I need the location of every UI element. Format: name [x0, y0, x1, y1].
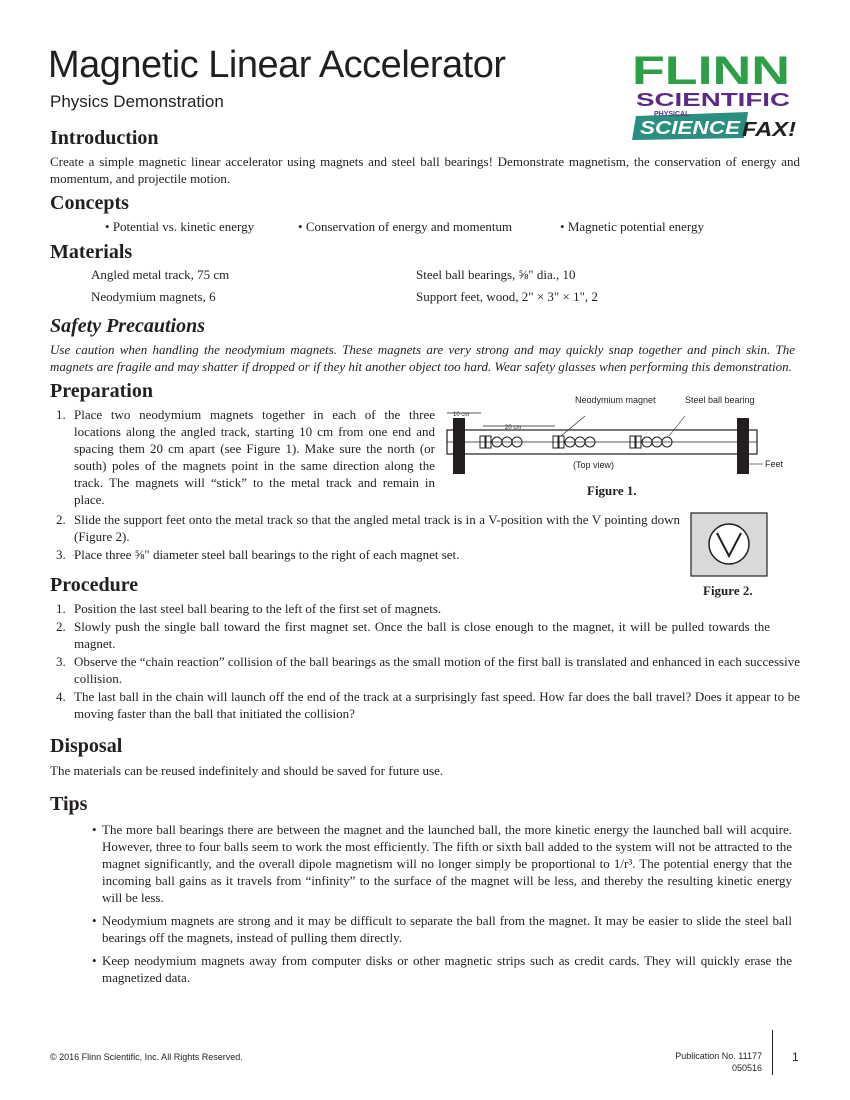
- preparation-steps-cont: [50, 511, 680, 564]
- page-title: Magnetic Linear Accelerator: [48, 44, 506, 86]
- tips-heading: Tips: [50, 793, 88, 815]
- material-item: Steel ball bearings, ⅝" dia., 10: [416, 267, 576, 282]
- flinn-scientific-logo: [628, 46, 798, 142]
- preparation-step: 1. Place two neodymium magnets together in each of the three locations along the angled track, starting 10 cm from one end and spacing them 20 cm apart (see Figure 1). Make sure the north (or south) poles of the magnets point in the same direction along the track. The magnets will “stick” to the metal track and remain in place.: [56, 407, 435, 507]
- right-foot: [737, 418, 749, 474]
- introduction-heading: Introduction: [50, 127, 159, 149]
- footer-publication: [664, 1050, 762, 1074]
- publication-number: Publication No. 11177: [675, 1051, 762, 1061]
- procedure-step: 3. Observe the “chain reaction” collision of the ball bearings as the small motion of the first ball is translated and enhanced in each successive collision.: [56, 654, 800, 686]
- label-top-view: (Top view): [573, 460, 615, 470]
- left-foot: [453, 418, 465, 474]
- tip-item: • Keep neodymium magnets away from computer disks or other magnetic strips such as credit cards. They will quickly erase the magnetized data.: [92, 953, 792, 985]
- procedure-heading: Procedure: [50, 574, 139, 596]
- page-subtitle: Physics Demonstration: [50, 92, 224, 111]
- figure-2-caption: Figure 2.: [703, 583, 753, 598]
- material-item: Angled metal track, 75 cm: [91, 267, 230, 282]
- safety-text: Use caution when handling the neodymium magnets. These magnets are very strong and may quickly snap together and pinch skin. The magnets are fragile and may shatter if dropped or if they hit another object too hard. Wear safety glasses when performing this demonstration.: [50, 342, 795, 374]
- dim-20cm-label: 20 cm: [505, 425, 522, 431]
- dim-10cm-label: 10 cm: [453, 412, 470, 418]
- logo-physical-text: PHYSICAL: [654, 111, 690, 118]
- materials-heading: Materials: [50, 241, 133, 263]
- logo-brand-text: FLINN: [632, 49, 790, 93]
- material-item: Support feet, wood, 2" × 3" × 1", 2: [416, 289, 598, 304]
- procedure-step: 1. Position the last steel ball bearing to the left of the first set of magnets.: [56, 601, 442, 616]
- tips-list: [92, 821, 792, 992]
- label-ball: Steel ball bearing: [685, 395, 755, 405]
- preparation-step: 2. Slide the support feet onto the metal track so that the angled metal track is in a V-position with the V pointing down (Figure 2).: [56, 512, 680, 544]
- label-magnet: Neodymium magnet: [575, 395, 656, 405]
- leader-magnet: [561, 416, 585, 436]
- safety-heading: Safety Precautions: [50, 315, 205, 337]
- procedure-steps: [50, 600, 800, 723]
- figure-2-diagram: [690, 512, 768, 577]
- logo-fax-text: FAX!: [742, 119, 797, 141]
- concept-item: • Conservation of energy and momentum: [298, 219, 513, 234]
- page-number: 1: [792, 1050, 799, 1064]
- disposal-heading: Disposal: [50, 735, 123, 757]
- logo-science-text: SCIENCE: [640, 118, 742, 138]
- tip-item: • The more ball bearings there are between the magnet and the launched ball, the more kinetic energy the launched ball will acquire. However, three to four balls seem to work the most efficiently. The fifth or sixth ball added to the system will not be attracted to the magnet significantly, and the overall dipole magnetism will no longer simply be proportional to 1/r³. The potential energy that the incoming ball gains as it travels from “infinity” to the surface of the magnet will be less, and thereby the resulting kinetic energy will be less.: [92, 822, 792, 905]
- introduction-text: Create a simple magnetic linear accelerator using magnets and steel ball bearings! Demonstrate magnetism, the conservation of energy and momentum, and projectile motion.: [50, 154, 800, 186]
- preparation-steps: [50, 406, 435, 509]
- procedure-step: 2. Slowly push the single ball toward the first magnet set. Once the ball is close enough to the magnet, it will be pulled towards the magnet.: [56, 619, 770, 651]
- logo-scientific-text: SCIENTIFIC: [636, 90, 790, 110]
- tip-item: • Neodymium magnets are strong and it may be difficult to separate the ball from the magnet. It may be easier to slide the steel ball bearings off the magnets, instead of pulling them directly.: [92, 913, 792, 945]
- disposal-text: The materials can be reused indefinitely and should be saved for future use.: [50, 763, 444, 778]
- leader-ball: [669, 416, 685, 436]
- figure-1-caption: Figure 1.: [587, 483, 637, 498]
- footer-divider: [772, 1030, 773, 1075]
- publication-code: 050516: [731, 1063, 762, 1073]
- concept-item: • Magnetic potential energy: [560, 219, 705, 234]
- concept-item: • Potential vs. kinetic energy: [105, 219, 255, 234]
- footer-copyright: © 2016 Flinn Scientific, Inc. All Rights Reserved.: [50, 1052, 243, 1062]
- material-item: Neodymium magnets, 6: [91, 289, 216, 304]
- concepts-heading: Concepts: [50, 192, 129, 214]
- procedure-step: 4. The last ball in the chain will launch off the end of the track at a surprisingly fast speed. How far does the ball travel? Does it appear to be moving faster than the ball that initiated the collision?: [56, 689, 800, 721]
- label-feet: Feet: [765, 459, 784, 469]
- preparation-heading: Preparation: [50, 380, 153, 402]
- preparation-step: 3. Place three ⅝" diameter steel ball bearings to the right of each magnet set.: [56, 547, 460, 562]
